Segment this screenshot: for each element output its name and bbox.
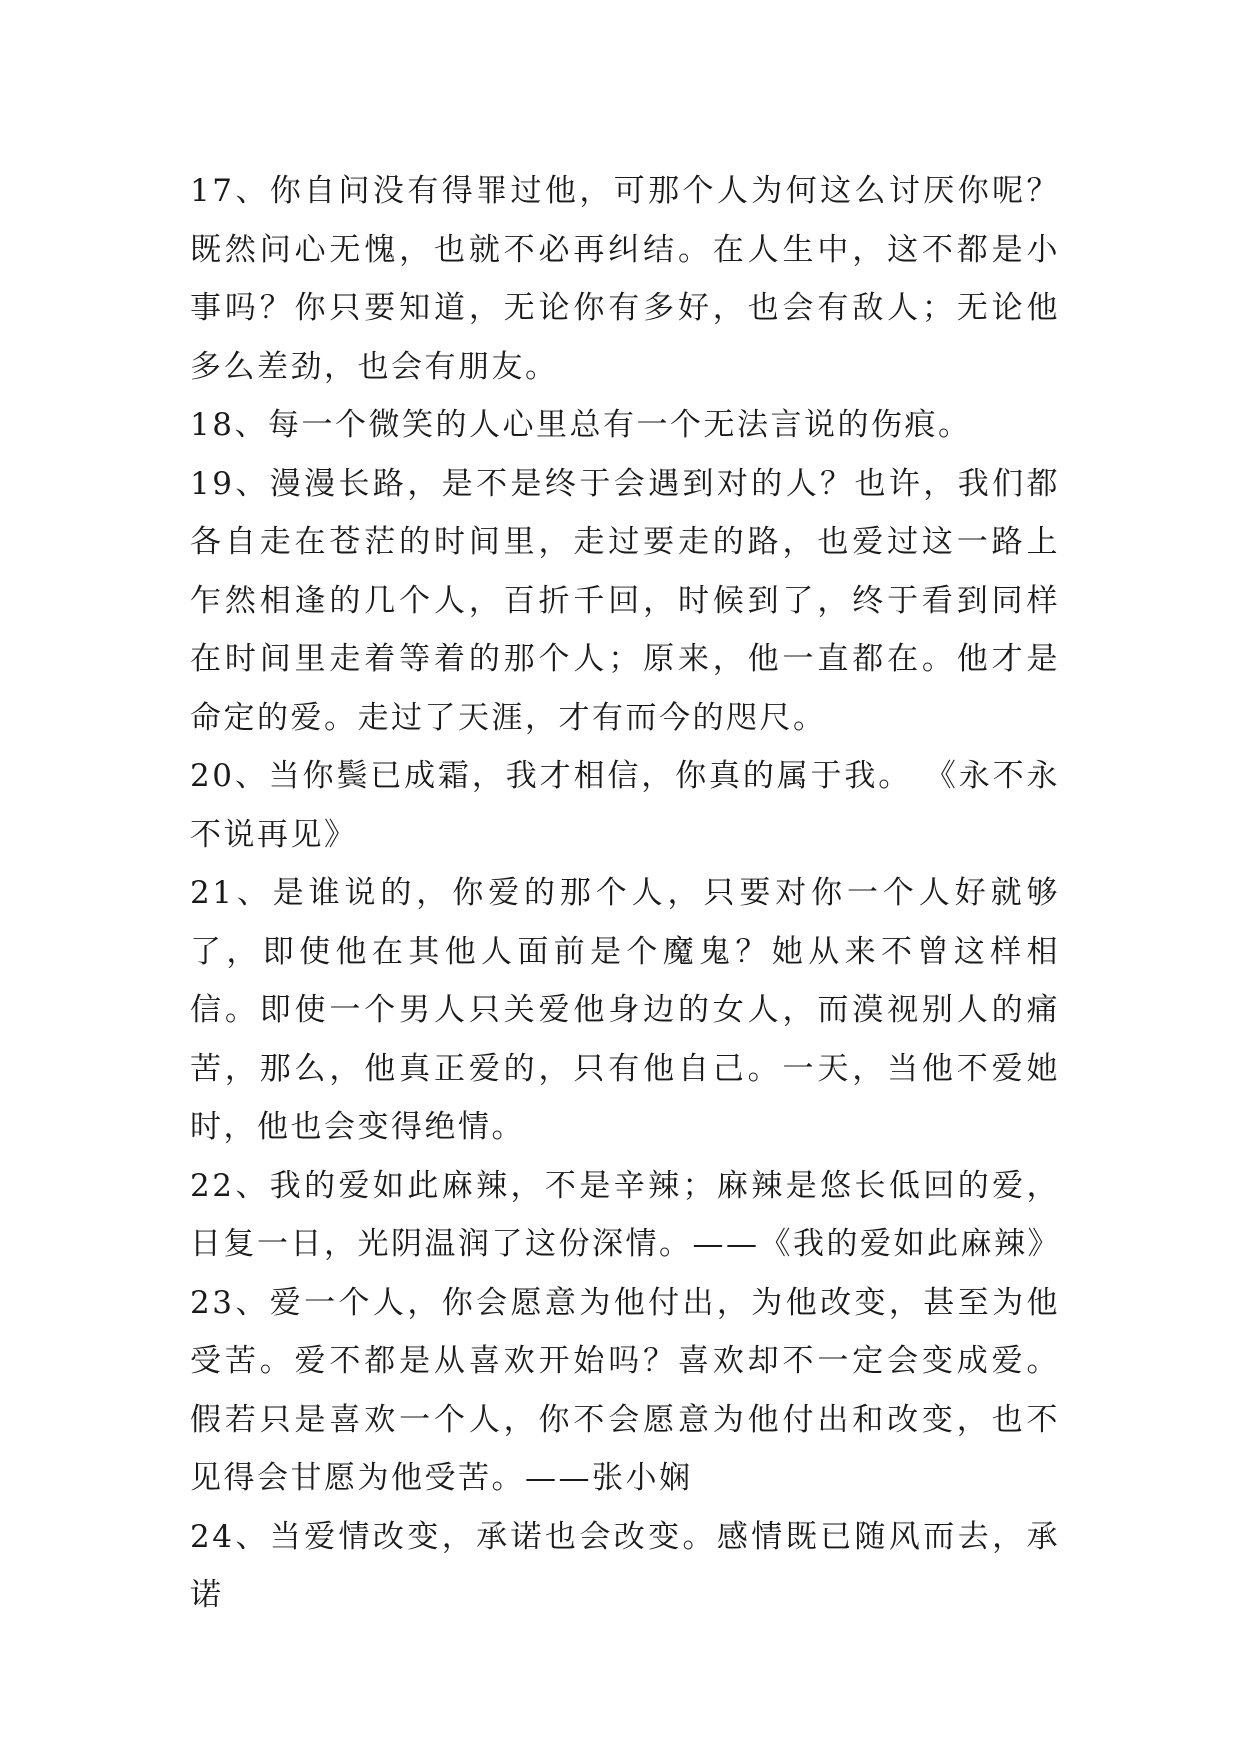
paragraph-17: 17、你自问没有得罪过他，可那个人为何这么讨厌你呢？既然问心无愧，也就不必再纠结。在人生中，这不都是小事吗？你只要知道，无论你有多好，也会有敌人；无论他多么差劲，也会有朋友。 — [190, 173, 1060, 385]
paragraph-20: 20、当你鬓已成霜，我才相信，你真的属于我。 《永不永不说再见》 — [190, 758, 1060, 853]
paragraph-18: 18、每一个微笑的人心里总有一个无法言说的伤痕。 — [190, 407, 972, 443]
paragraph-23: 23、爱一个人，你会愿意为他付出，为他改变，甚至为他受苦。爱不都是从喜欢开始吗？喜欢却不一定会变成爱。假若只是喜欢一个人，你不会愿意为他付出和改变，也不见得会甘愿为他受苦。——张小娴 — [190, 1284, 1060, 1496]
paragraph-24: 24、当爱情改变，承诺也会改变。感情既已随风而去，承诺 — [190, 1518, 1060, 1613]
paragraph-21: 21、是谁说的，你爱的那个人，只要对你一个人好就够了，即使他在其他人面前是个魔鬼？她从来不曾这样相信。即使一个男人只关爱他身边的女人，而漠视别人的痛苦，那么，他真正爱的，只有他自己。一天，当他不爱她时，他也会变得绝情。 — [190, 875, 1060, 1145]
paragraph-22: 22、我的爱如此麻辣，不是辛辣；麻辣是悠长低回的爱，日复一日，光阴温润了这份深情。——《我的爱如此麻辣》 — [190, 1167, 1061, 1262]
document-body — [190, 162, 1060, 1625]
paragraph-19: 19、漫漫长路，是不是终于会遇到对的人？也许，我们都各自走在苍茫的时间里，走过要走的路，也爱过这一路上乍然相逢的几个人，百折千回，时候到了，终于看到同样在时间里走着等着的那个人；原来，他一直都在。他才是命定的爱。走过了天涯，才有而今的咫尺。 — [190, 465, 1060, 736]
